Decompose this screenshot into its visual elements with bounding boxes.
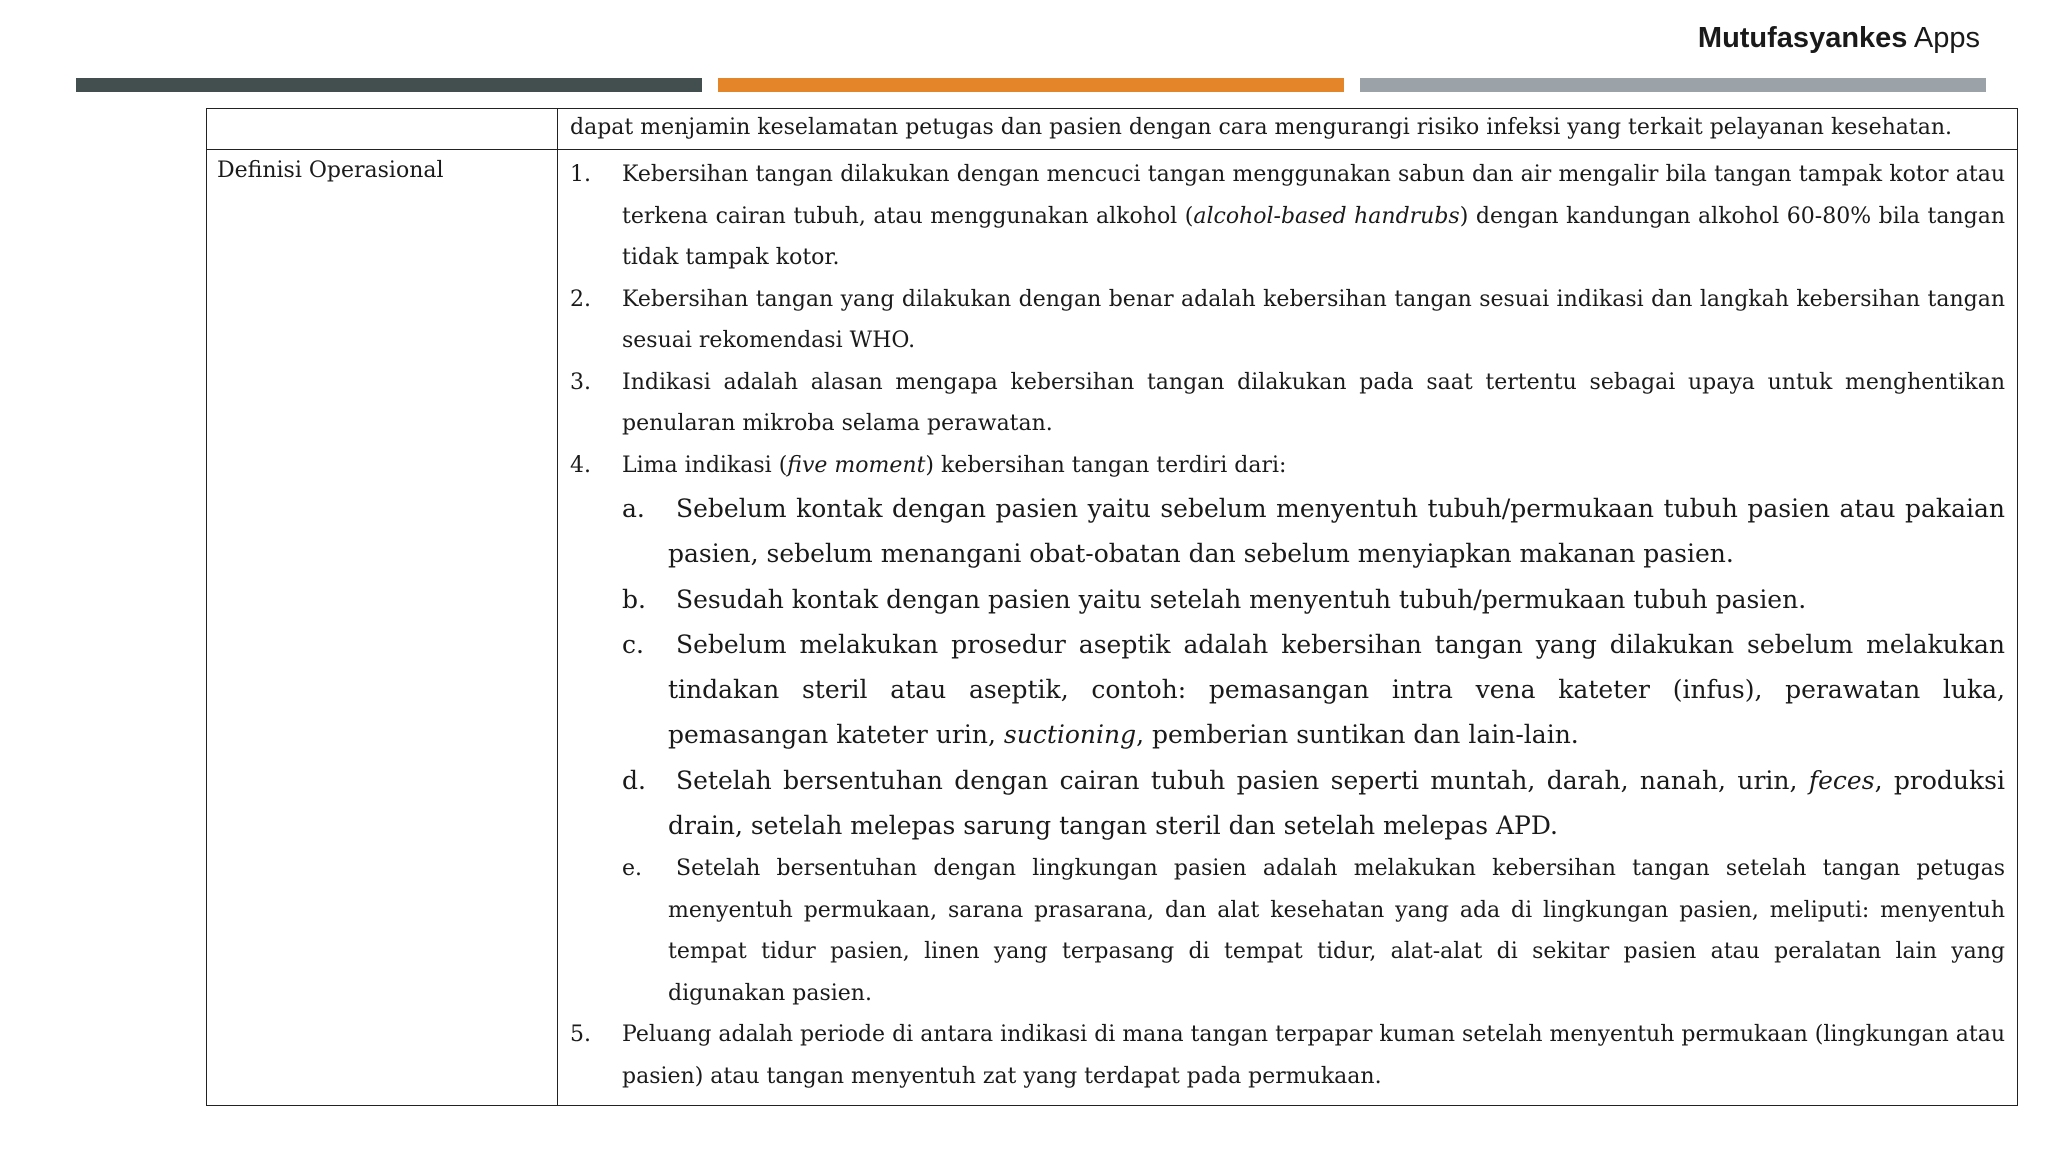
sub-item-letter: a.	[622, 494, 645, 523]
brand-title	[1698, 22, 1980, 55]
sub-item-text: Sebelum melakukan prosedur aseptik adalah kebersihan tangan yang dilakukan sebelum melakukan tindakan steril atau aseptik, contoh: pemasangan intra vena kateter (infus), perawatan luka, pemasangan kateter urin, suctioning, pemberian suntikan dan lain-lain.	[668, 629, 2005, 750]
item-number: 2.	[570, 286, 591, 312]
item-number: 4.	[570, 452, 591, 478]
brand-bold: Mutufasyankes	[1697, 22, 1908, 54]
list-item-2	[570, 279, 2005, 362]
sub-item-letter: d.	[622, 765, 646, 795]
sub-item-letter: e.	[622, 856, 643, 882]
table-cell-content	[558, 150, 2018, 1106]
sub-item-text: Setelah bersentuhan dengan cairan tubuh pasien seperti muntah, darah, nanah, urin, feces, produksi drain, setelah melepas sarung tangan steril dan setelah melepas APD.	[668, 765, 2005, 841]
list-item-4	[570, 445, 2005, 487]
sub-item-e	[622, 848, 2005, 1014]
sub-item-a	[622, 486, 2005, 577]
header-bar-orange	[718, 78, 1344, 92]
item-text: Kebersihan tangan yang dilakukan dengan benar adalah kebersihan tangan sesuai indikasi dan langkah kebersihan tangan sesuai rekomendasi WHO.	[622, 286, 2005, 353]
table-row-top	[207, 109, 2018, 150]
continued-text: dapat menjamin keselamatan petugas dan pasien dengan cara mengurangi risiko infeksi yang terkait pelayanan kesehatan.	[570, 115, 1953, 140]
definition-table	[206, 108, 2018, 1106]
list-item-3	[570, 362, 2005, 445]
sub-item-c	[622, 622, 2005, 758]
sub-item-d	[622, 758, 2005, 849]
list-item-5	[570, 1014, 2005, 1097]
item-text: Kebersihan tangan dilakukan dengan mencuci tangan menggunakan sabun dan air mengalir bila tangan tampak kotor atau terkena cairan tubuh, atau menggunakan alkohol (alcohol-based handrubs) dengan kandungan alkohol 60-80% bila tangan tidak tampak kotor.	[622, 162, 2005, 270]
table-cell-label	[207, 150, 558, 1106]
sub-item-text: Setelah bersentuhan dengan lingkungan pasien adalah melakukan kebersihan tangan setelah tangan petugas menyentuh permukaan, sarana prasarana, dan alat kesehatan yang ada di lingkungan pasien, meliputi: menyentuh tempat tidur pasien, linen yang terpasang di tempat tidur, alat-alat di sekitar pasien atau peralatan lain yang digunakan pasien.	[668, 856, 2005, 1006]
table-cell-empty	[207, 109, 558, 150]
header-bar-gray	[1360, 78, 1986, 92]
brand-light: Apps	[1913, 22, 1980, 54]
item-number: 1.	[570, 162, 591, 187]
item-number: 3.	[570, 369, 591, 395]
sub-item-text: Sebelum kontak dengan pasien yaitu sebelum menyentuh tubuh/permukaan tubuh pasien atau pakaian pasien, sebelum menangani obat-obatan dan sebelum menyiapkan makanan pasien.	[668, 494, 2005, 569]
list-item-1	[570, 154, 2005, 279]
item-text: Lima indikasi (five moment) kebersihan tangan terdiri dari:	[622, 452, 1287, 478]
sub-item-b	[622, 577, 2005, 622]
table-cell-continued	[558, 109, 2018, 150]
table-row-definition	[207, 150, 2018, 1106]
sub-item-letter: c.	[622, 629, 644, 659]
row-label: Definisi Operasional	[217, 158, 444, 183]
sub-item-letter: b.	[622, 584, 646, 614]
item-text: Peluang adalah periode di antara indikasi di mana tangan terpapar kuman setelah menyentuh permukaan (lingkungan atau pasien) atau tangan menyentuh zat yang terdapat pada permukaan.	[622, 1022, 2005, 1089]
item-number: 5.	[570, 1022, 591, 1048]
item-text: Indikasi adalah alasan mengapa kebersihan tangan dilakukan pada saat tertentu sebagai upaya untuk menghentikan penularan mikroba selama perawatan.	[622, 369, 2005, 436]
header-bar-dark	[76, 78, 702, 92]
sub-item-text: Sesudah kontak dengan pasien yaitu setelah menyentuh tubuh/permukaan tubuh pasien.	[676, 584, 1807, 614]
